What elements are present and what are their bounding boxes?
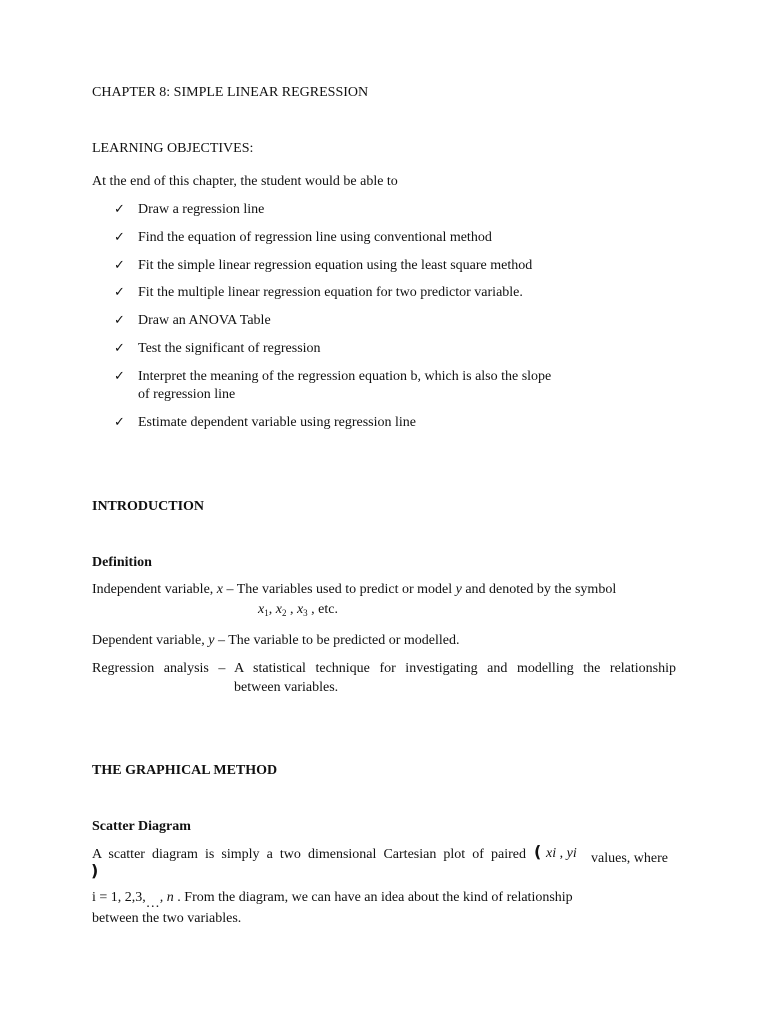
list-item: Fit the simple linear regression equation using the least square method <box>138 258 533 273</box>
list-item: Fit the multiple linear regression equation for two predictor variable. <box>138 285 523 300</box>
checkmark-icon: ✓ <box>114 341 125 356</box>
regression-analysis-continuation: between variables. <box>234 680 339 695</box>
list-item: Draw an ANOVA Table <box>138 313 271 328</box>
close-paren: ) <box>91 861 99 880</box>
chapter-title: CHAPTER 8: SIMPLE LINEAR REGRESSION <box>92 85 369 100</box>
list-item: Draw a regression line <box>138 202 265 217</box>
checkmark-icon: ✓ <box>114 313 125 328</box>
list-item-continuation: of regression line <box>138 387 236 402</box>
list-item: Find the equation of regression line using conventional method <box>138 230 492 245</box>
checkmark-icon: ✓ <box>114 415 125 430</box>
symbol-y: y <box>455 582 462 597</box>
independent-variable-definition <box>92 581 616 599</box>
dependent-variable-definition: Dependent variable, y – The variable to be predicted or modelled. <box>92 633 460 648</box>
desc-b: and denoted by the symbol <box>465 582 617 597</box>
introduction-heading: INTRODUCTION <box>92 499 205 514</box>
symbol-x: x <box>216 582 223 597</box>
scatter-line-3: between the two variables. <box>92 911 242 926</box>
term: Independent variable, <box>92 582 214 597</box>
scatter-line-2: i = 1, 2,3,…, n . From the diagram, we can have an idea about the kind of relationship <box>92 890 573 911</box>
graphical-method-heading: THE GRAPHICAL METHOD <box>92 763 278 778</box>
open-paren: ( <box>534 842 542 861</box>
scatter-line-1: A scatter diagram is simply a two dimensional Cartesian plot of paired <box>92 847 526 862</box>
list-item: Estimate dependent variable using regression line <box>138 415 416 430</box>
desc-a: The variables used to predict or model <box>236 582 453 597</box>
checkmark-icon: ✓ <box>114 202 125 217</box>
definition-heading: Definition <box>92 555 152 570</box>
symbol-y: y <box>208 633 215 648</box>
regression-analysis-definition: Regression analysis – A statistical technique for investigating and modelling the relationship <box>92 661 676 676</box>
checkmark-icon: ✓ <box>114 285 125 300</box>
predictor-symbols: $x_1$, $x_2$ , $x_3$ , etc. <box>258 602 338 618</box>
checkmark-icon: ✓ <box>114 369 125 384</box>
checkmark-icon: ✓ <box>114 258 125 273</box>
values-where: values, where <box>591 851 668 866</box>
objectives-heading: LEARNING OBJECTIVES: <box>92 141 254 156</box>
scatter-diagram-heading: Scatter Diagram <box>92 819 191 834</box>
list-item: Interpret the meaning of the regression equation b, which is also the slope <box>138 369 552 384</box>
objectives-intro: At the end of this chapter, the student would be able to <box>92 174 398 189</box>
dash: – <box>226 582 234 597</box>
checkmark-icon: ✓ <box>114 230 125 245</box>
list-item: Test the significant of regression <box>138 341 321 356</box>
symbol-xi: xi , yi <box>546 846 577 861</box>
